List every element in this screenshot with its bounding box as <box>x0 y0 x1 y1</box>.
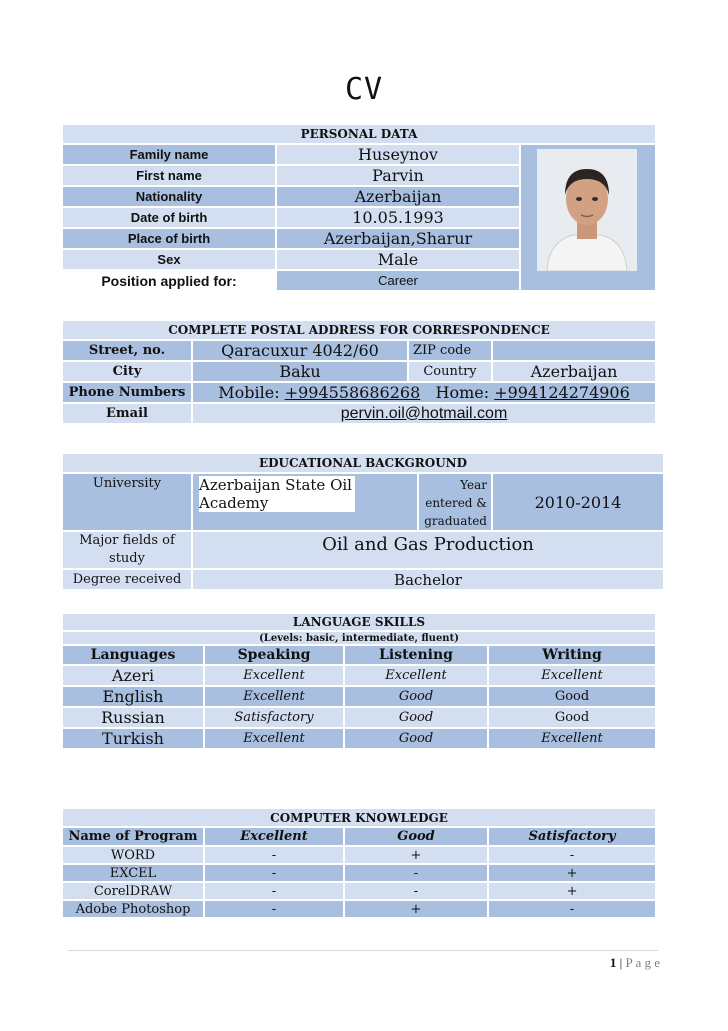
program-cell-1: - <box>204 900 344 918</box>
program-cell-1: - <box>204 882 344 900</box>
computer-header: COMPUTER KNOWLEDGE <box>62 808 656 827</box>
phone-label: Phone Numbers <box>62 382 192 403</box>
program-cell-1: - <box>204 864 344 882</box>
personal-data-header: PERSONAL DATA <box>62 124 656 144</box>
page-number: 1 <box>609 955 617 970</box>
language-skills-table <box>61 612 657 750</box>
education-header: EDUCATIONAL BACKGROUND <box>62 453 664 473</box>
degree-value: Bachelor <box>192 569 664 590</box>
photo-cell <box>520 144 656 291</box>
date-of-birth-value: 10.05.1993 <box>276 207 520 228</box>
street-value: Qaracuxur 4042/60 <box>192 340 408 361</box>
program-cell-2: + <box>344 900 488 918</box>
nationality-value: Azerbaijan <box>276 186 520 207</box>
col-good: Good <box>344 827 488 846</box>
sex-value: Male <box>276 249 520 270</box>
email-label: Email <box>62 403 192 424</box>
language-cell-1: Satisfactory <box>204 707 344 728</box>
language-cell-2: Good <box>344 686 488 707</box>
year-label: Year entered & graduated <box>418 473 492 531</box>
language-cell-3: Excellent <box>488 665 656 686</box>
program-cell-0: CorelDRAW <box>62 882 204 900</box>
language-row <box>62 665 656 686</box>
place-of-birth-label: Place of birth <box>62 228 276 249</box>
program-cell-0: WORD <box>62 846 204 864</box>
program-row <box>62 882 656 900</box>
program-cell-0: EXCEL <box>62 864 204 882</box>
language-cell-0: Russian <box>62 707 204 728</box>
program-cell-2: + <box>344 846 488 864</box>
cv-title: CV <box>344 72 384 107</box>
program-row <box>62 846 656 864</box>
place-of-birth-value: Azerbaijan,Sharur <box>276 228 520 249</box>
address-header: COMPLETE POSTAL ADDRESS FOR CORRESPONDENCE <box>62 320 656 340</box>
language-cell-0: English <box>62 686 204 707</box>
language-cell-1: Excellent <box>204 665 344 686</box>
first-name-value: Parvin <box>276 165 520 186</box>
city-label: City <box>62 361 192 382</box>
degree-label: Degree received <box>62 569 192 590</box>
col-speaking: Speaking <box>204 645 344 665</box>
city-value: Baku <box>192 361 408 382</box>
page-label: P a g e <box>625 955 660 970</box>
language-cell-2: Excellent <box>344 665 488 686</box>
date-of-birth-label: Date of birth <box>62 207 276 228</box>
mobile-link[interactable]: +994558686268 <box>284 383 421 402</box>
language-row <box>62 686 656 707</box>
language-cell-2: Good <box>344 707 488 728</box>
language-row <box>62 728 656 749</box>
zip-label: ZIP code <box>408 340 492 361</box>
col-program: Name of Program <box>62 827 204 846</box>
col-languages: Languages <box>62 645 204 665</box>
major-value: Oil and Gas Production <box>192 531 664 569</box>
language-cell-3: Excellent <box>488 728 656 749</box>
language-cell-2: Good <box>344 728 488 749</box>
nationality-label: Nationality <box>62 186 276 207</box>
footer-divider <box>68 950 658 951</box>
major-label: Major fields of study <box>62 531 192 569</box>
program-cell-3: + <box>488 864 656 882</box>
family-name-label: Family name <box>62 144 276 165</box>
zip-value <box>492 340 656 361</box>
profile-photo <box>537 149 637 271</box>
phone-numbers <box>192 382 656 403</box>
page-separator: | <box>619 955 623 970</box>
year-value: 2010-2014 <box>492 473 664 531</box>
page-footer <box>610 955 660 971</box>
email-cell <box>192 403 656 424</box>
program-cell-1: - <box>204 846 344 864</box>
university-label: University <box>62 473 192 531</box>
program-cell-3: - <box>488 846 656 864</box>
language-cell-3: Good <box>488 686 656 707</box>
col-listening: Listening <box>344 645 488 665</box>
col-writing: Writing <box>488 645 656 665</box>
language-header: LANGUAGE SKILLS <box>62 613 656 631</box>
language-cell-0: Azeri <box>62 665 204 686</box>
university-value: Azerbaijan State Oil Academy <box>199 476 355 512</box>
program-cell-0: Adobe Photoshop <box>62 900 204 918</box>
language-cell-0: Turkish <box>62 728 204 749</box>
position-applied-value: Career <box>276 270 520 291</box>
program-cell-3: + <box>488 882 656 900</box>
sex-label: Sex <box>62 249 276 270</box>
personal-data-table <box>61 123 657 292</box>
col-excellent: Excellent <box>204 827 344 846</box>
program-row <box>62 900 656 918</box>
language-subheader: (Levels: basic, intermediate, fluent) <box>62 631 656 645</box>
family-name-value: Huseynov <box>276 144 520 165</box>
first-name-label: First name <box>62 165 276 186</box>
country-value: Azerbaijan <box>492 361 656 382</box>
mobile-prefix: Mobile: <box>218 383 285 402</box>
home-phone-link[interactable]: +994124274906 <box>494 383 630 402</box>
col-satisfactory: Satisfactory <box>488 827 656 846</box>
university-cell <box>192 473 418 531</box>
address-table <box>61 319 657 425</box>
home-prefix: Home: <box>435 383 495 402</box>
language-cell-3: Good <box>488 707 656 728</box>
language-row <box>62 707 656 728</box>
program-row <box>62 864 656 882</box>
education-table <box>61 452 665 591</box>
program-cell-2: - <box>344 864 488 882</box>
program-cell-3: - <box>488 900 656 918</box>
street-label: Street, no. <box>62 340 192 361</box>
computer-knowledge-table <box>61 807 657 919</box>
language-cell-1: Excellent <box>204 686 344 707</box>
country-label: Country <box>408 361 492 382</box>
language-cell-1: Excellent <box>204 728 344 749</box>
position-applied-label: Position applied for: <box>62 270 276 291</box>
email-link[interactable]: pervin.oil@hotmail.com <box>340 404 508 422</box>
program-cell-2: - <box>344 882 488 900</box>
